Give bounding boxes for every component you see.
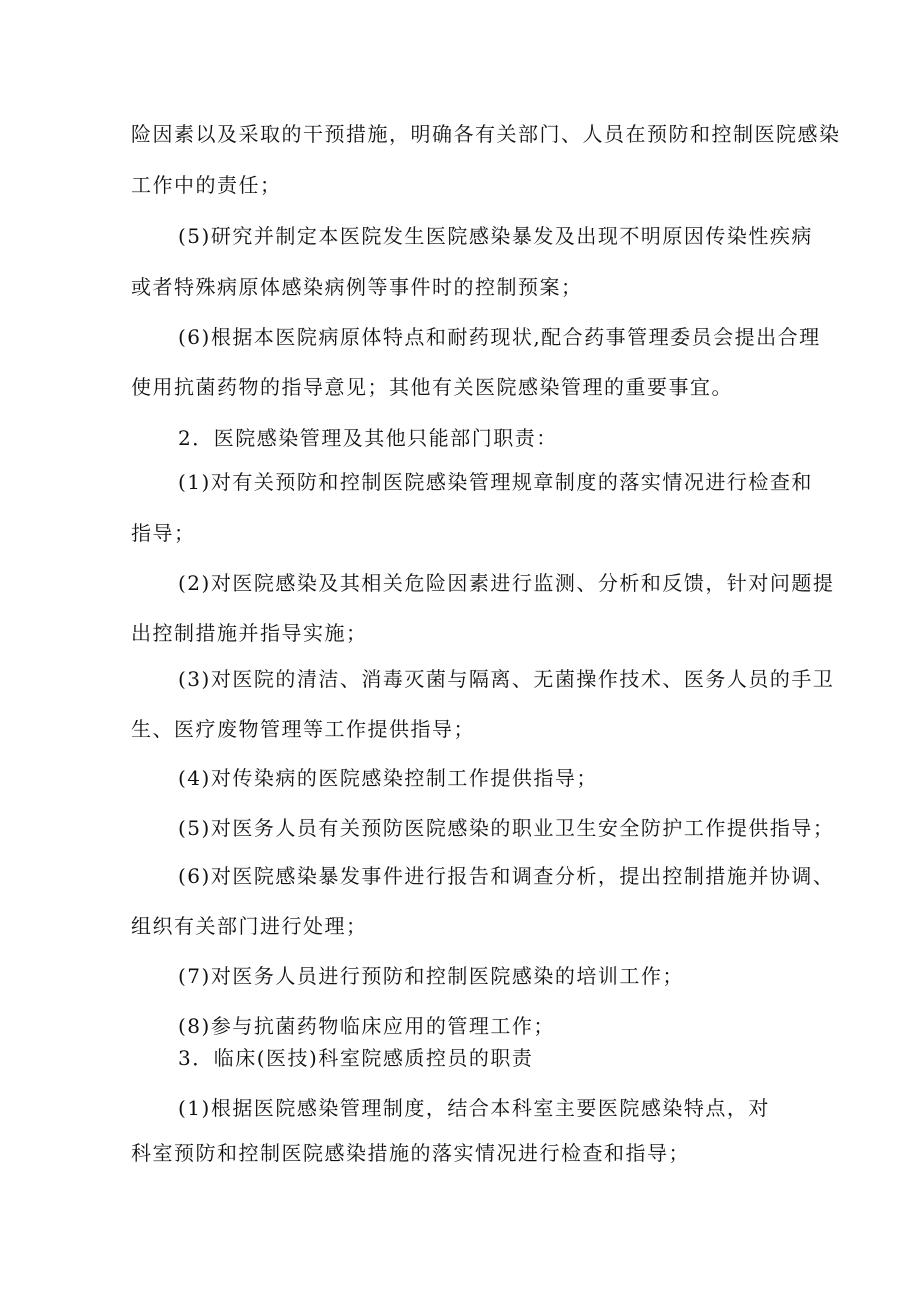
text-line: 指导； [131, 521, 196, 545]
text-line: 险因素以及采取的干预措施，明确各有关部门、人员在预防和控制医院感染 [131, 122, 841, 146]
section-heading: 2．医院感染管理及其他只能部门职责： [178, 426, 558, 450]
text-line: (5)对医务人员有关预防医院感染的职业卫生安全防护工作提供指导； [178, 816, 835, 840]
text-line: (1)对有关预防和控制医院感染管理规章制度的落实情况进行检查和 [178, 470, 813, 494]
text-line: (7)对医务人员进行预防和控制医院感染的培训工作； [178, 964, 684, 988]
text-line: (3)对医院的清洁、消毒灭菌与隔离、无菌操作技术、医务人员的手卫 [178, 667, 835, 691]
text-line: 或者特殊病原体感染病例等事件时的控制预案； [131, 275, 583, 299]
text-line: 组织有关部门进行处理； [131, 914, 368, 938]
text-line: 工作中的责任； [131, 173, 282, 197]
text-line: (1)根据医院感染管理制度，结合本科室主要医院感染特点，对 [178, 1096, 770, 1120]
text-line: 使用抗菌药物的指导意见；其他有关医院感染管理的重要事宜。 [131, 375, 733, 399]
text-line: (6)对医院感染暴发事件进行报告和调查分析，提出控制措施并协调、 [178, 864, 835, 888]
text-line: 出控制措施并指导实施； [131, 621, 368, 645]
text-line: (5)研究并制定本医院发生医院感染暴发及出现不明原因传染性疾病 [178, 224, 813, 248]
text-line: 生、医疗废物管理等工作提供指导； [131, 717, 475, 741]
text-line: (4)对传染病的医院感染控制工作提供指导； [178, 766, 598, 790]
text-line: 科室预防和控制医院感染措施的落实情况进行检查和指导； [131, 1141, 690, 1165]
text-line: (8)参与抗菌药物临床应用的管理工作； [178, 1014, 555, 1038]
text-line: (2)对医院感染及其相关危险因素进行监测、分析和反馈，针对问题提 [178, 571, 835, 595]
section-heading: 3．临床(医技)科室院感质控员的职责 [178, 1046, 534, 1070]
text-line: (6)根据本医院病原体特点和耐药现状,配合药事管理委员会提出合理 [178, 325, 821, 349]
